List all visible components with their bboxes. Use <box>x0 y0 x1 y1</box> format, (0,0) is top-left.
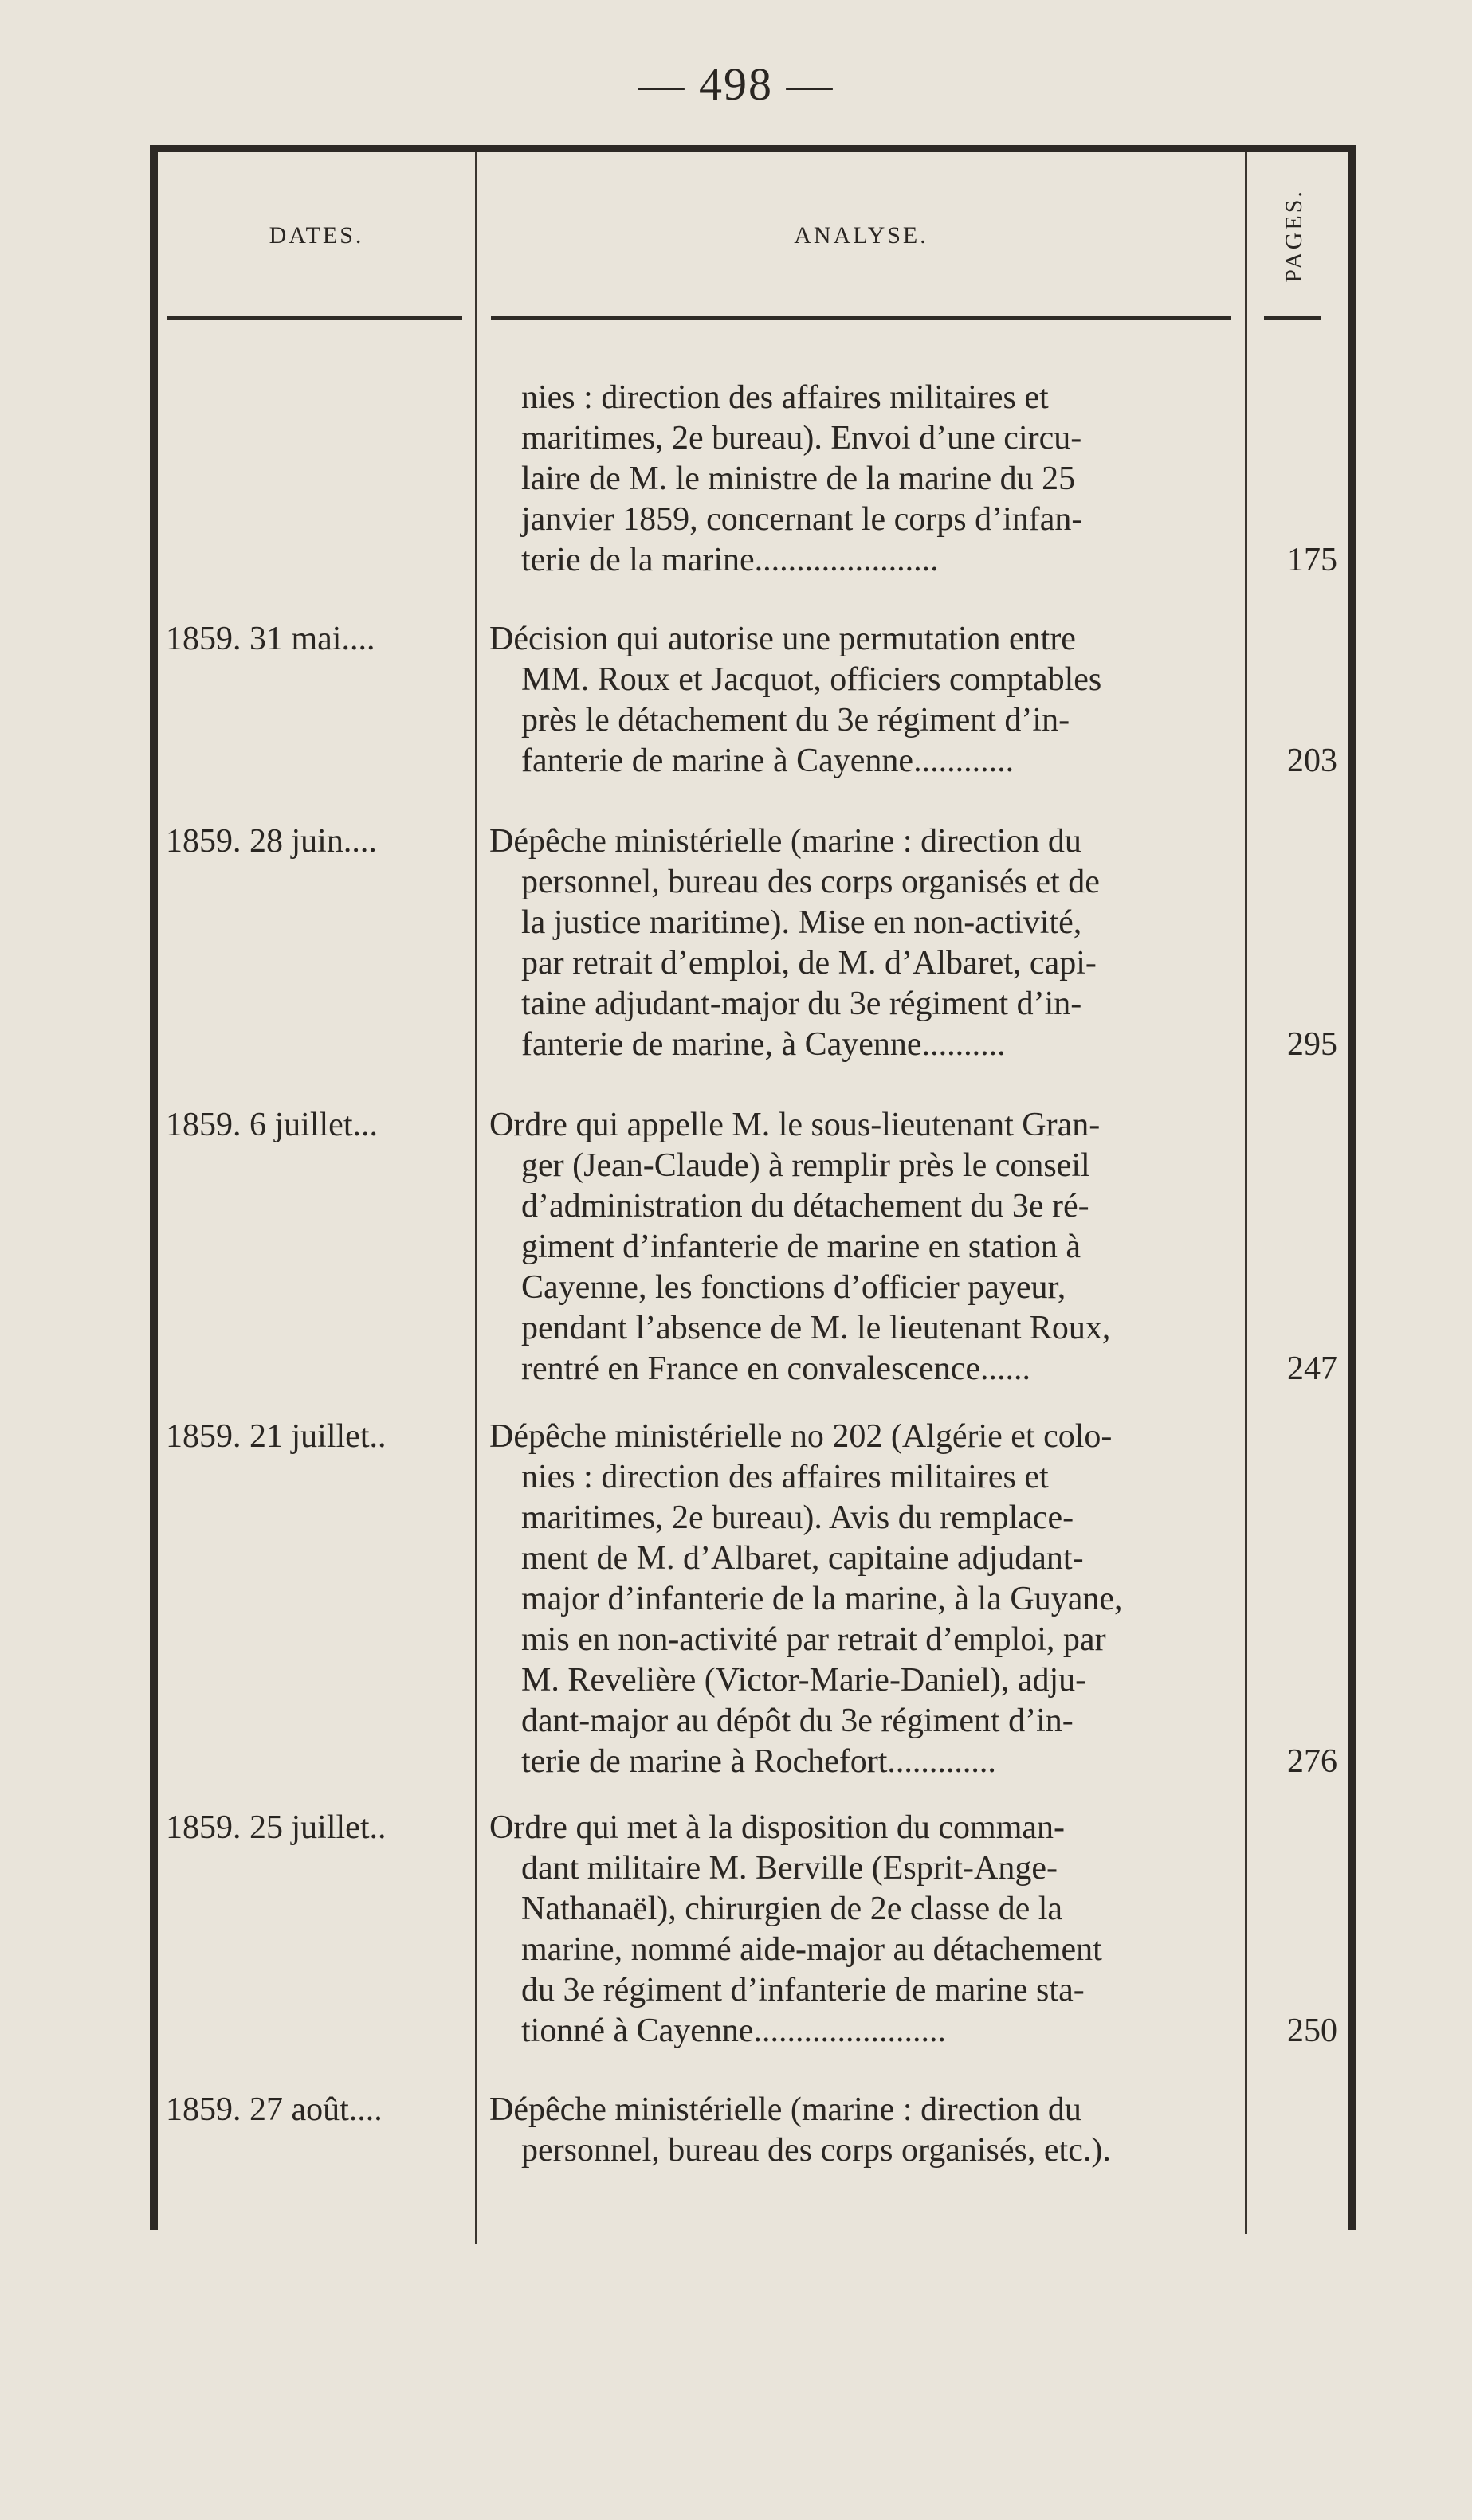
entry-date: 1859. 27 août.... <box>166 2091 383 2128</box>
entry-line: près le détachement du 3e régiment d’in- <box>521 702 1070 739</box>
entry-line: MM. Roux et Jacquot, officiers comptables <box>521 661 1102 698</box>
entry-line: Cayenne, les fonctions d’officier payeur, <box>521 1269 1066 1306</box>
entry-line: nies : direction des affaires militaires et <box>521 379 1049 416</box>
entry-analysis <box>489 1808 1235 2052</box>
entry-line: la justice maritime). Mise en non-activité, <box>521 904 1082 941</box>
header-rule-dates <box>167 316 462 320</box>
header-rule-pages <box>1264 316 1321 320</box>
entry-date: 1859. 6 juillet... <box>166 1107 378 1143</box>
entry-line: giment d’infanterie de marine en station à <box>521 1229 1081 1265</box>
entry-line: pendant l’absence de M. le lieutenant Roux, <box>521 1310 1111 1346</box>
entry-line: fanterie de marine à Cayenne............ <box>521 743 1015 779</box>
entry-analysis <box>489 378 1235 581</box>
entry-line: ger (Jean-Claude) à remplir près le conseil <box>521 1147 1090 1184</box>
entry-line: Ordre qui appelle M. le sous-lieutenant Gran- <box>489 1107 1101 1143</box>
entry-line: du 3e régiment d’infanterie de marine sta- <box>521 1972 1085 2009</box>
entry-line: Nathanaël), chirurgien de 2e classe de la <box>521 1891 1063 1927</box>
entry-line: nies : direction des affaires militaires et <box>521 1459 1049 1495</box>
entry-line: mis en non-activité par retrait d’emploi, par <box>521 1621 1106 1658</box>
entry-line: terie de la marine...................... <box>521 542 939 578</box>
entry-line: laire de M. le ministre de la marine du 25 <box>521 460 1076 497</box>
header-pages <box>1247 152 1341 319</box>
entry-date: 1859. 25 juillet.. <box>166 1809 387 1846</box>
entry-line: Dépêche ministérielle (marine : direction du <box>489 2091 1081 2128</box>
entry-page: 250 <box>1287 2012 1337 2049</box>
entry-line: personnel, bureau des corps organisés et de <box>521 864 1100 900</box>
entry-line: major d’infanterie de la marine, à la Guyane, <box>521 1581 1123 1617</box>
entry-line: terie de marine à Rochefort............. <box>521 1743 996 1780</box>
entry-analysis <box>489 821 1235 1065</box>
entry-line: maritimes, 2e bureau). Envoi d’une circu- <box>521 420 1082 457</box>
entry-page: 295 <box>1287 1026 1337 1063</box>
page-number: — 498 — <box>638 58 834 110</box>
column-divider-dates <box>475 152 477 2244</box>
entry-analysis <box>489 1417 1235 1782</box>
entry-line: ment de M. d’Albaret, capitaine adjudant- <box>521 1540 1084 1577</box>
entry-line: d’administration du détachement du 3e ré- <box>521 1188 1089 1225</box>
entry-page: 276 <box>1287 1743 1337 1780</box>
entry-analysis <box>489 2090 1235 2171</box>
entry-line: Ordre qui met à la disposition du comman- <box>489 1809 1066 1846</box>
entry-date: 1859. 31 mai.... <box>166 621 375 657</box>
entry-analysis <box>489 619 1235 782</box>
header-rule-analyse <box>491 316 1231 320</box>
entry-page: 247 <box>1287 1350 1337 1387</box>
column-divider-pages <box>1245 152 1247 2234</box>
entry-line: Dépêche ministérielle (marine : direction du <box>489 823 1081 860</box>
entry-line: dant militaire M. Berville (Esprit-Ange- <box>521 1850 1058 1887</box>
entry-line: janvier 1859, concernant le corps d’infan- <box>521 501 1083 538</box>
entry-line: maritimes, 2e bureau). Avis du remplace- <box>521 1499 1074 1536</box>
entry-line: rentré en France en convalescence...... <box>521 1350 1030 1387</box>
entry-line: personnel, bureau des corps organisés, etc.). <box>521 2132 1111 2169</box>
entry-line: M. Revelière (Victor-Marie-Daniel), adju- <box>521 1662 1087 1699</box>
entry-line: Dépêche ministérielle no 202 (Algérie et colo- <box>489 1418 1113 1455</box>
entry-line: marine, nommé aide-major au détachement <box>521 1931 1102 1968</box>
entry-analysis <box>489 1105 1235 1389</box>
entry-date: 1859. 28 juin.... <box>166 823 377 860</box>
entry-line: par retrait d’emploi, de M. d’Albaret, capi- <box>521 945 1097 982</box>
entry-line: Décision qui autorise une permutation entre <box>489 621 1076 657</box>
entry-page: 203 <box>1287 743 1337 779</box>
header-dates: DATES. <box>269 222 364 249</box>
entry-line: dant-major au dépôt du 3e régiment d’in- <box>521 1703 1074 1739</box>
entry-date: 1859. 21 juillet.. <box>166 1418 387 1455</box>
table-frame <box>150 145 1356 2230</box>
header-analyse: ANALYSE. <box>794 222 928 249</box>
entry-line: fanterie de marine, à Cayenne.......... <box>521 1026 1006 1063</box>
header-pages-label: PAGES. <box>1280 189 1307 283</box>
entry-line: tionné à Cayenne....................... <box>521 2012 947 2049</box>
entry-line: taine adjudant-major du 3e régiment d’in- <box>521 986 1082 1022</box>
entry-page: 175 <box>1287 542 1337 578</box>
